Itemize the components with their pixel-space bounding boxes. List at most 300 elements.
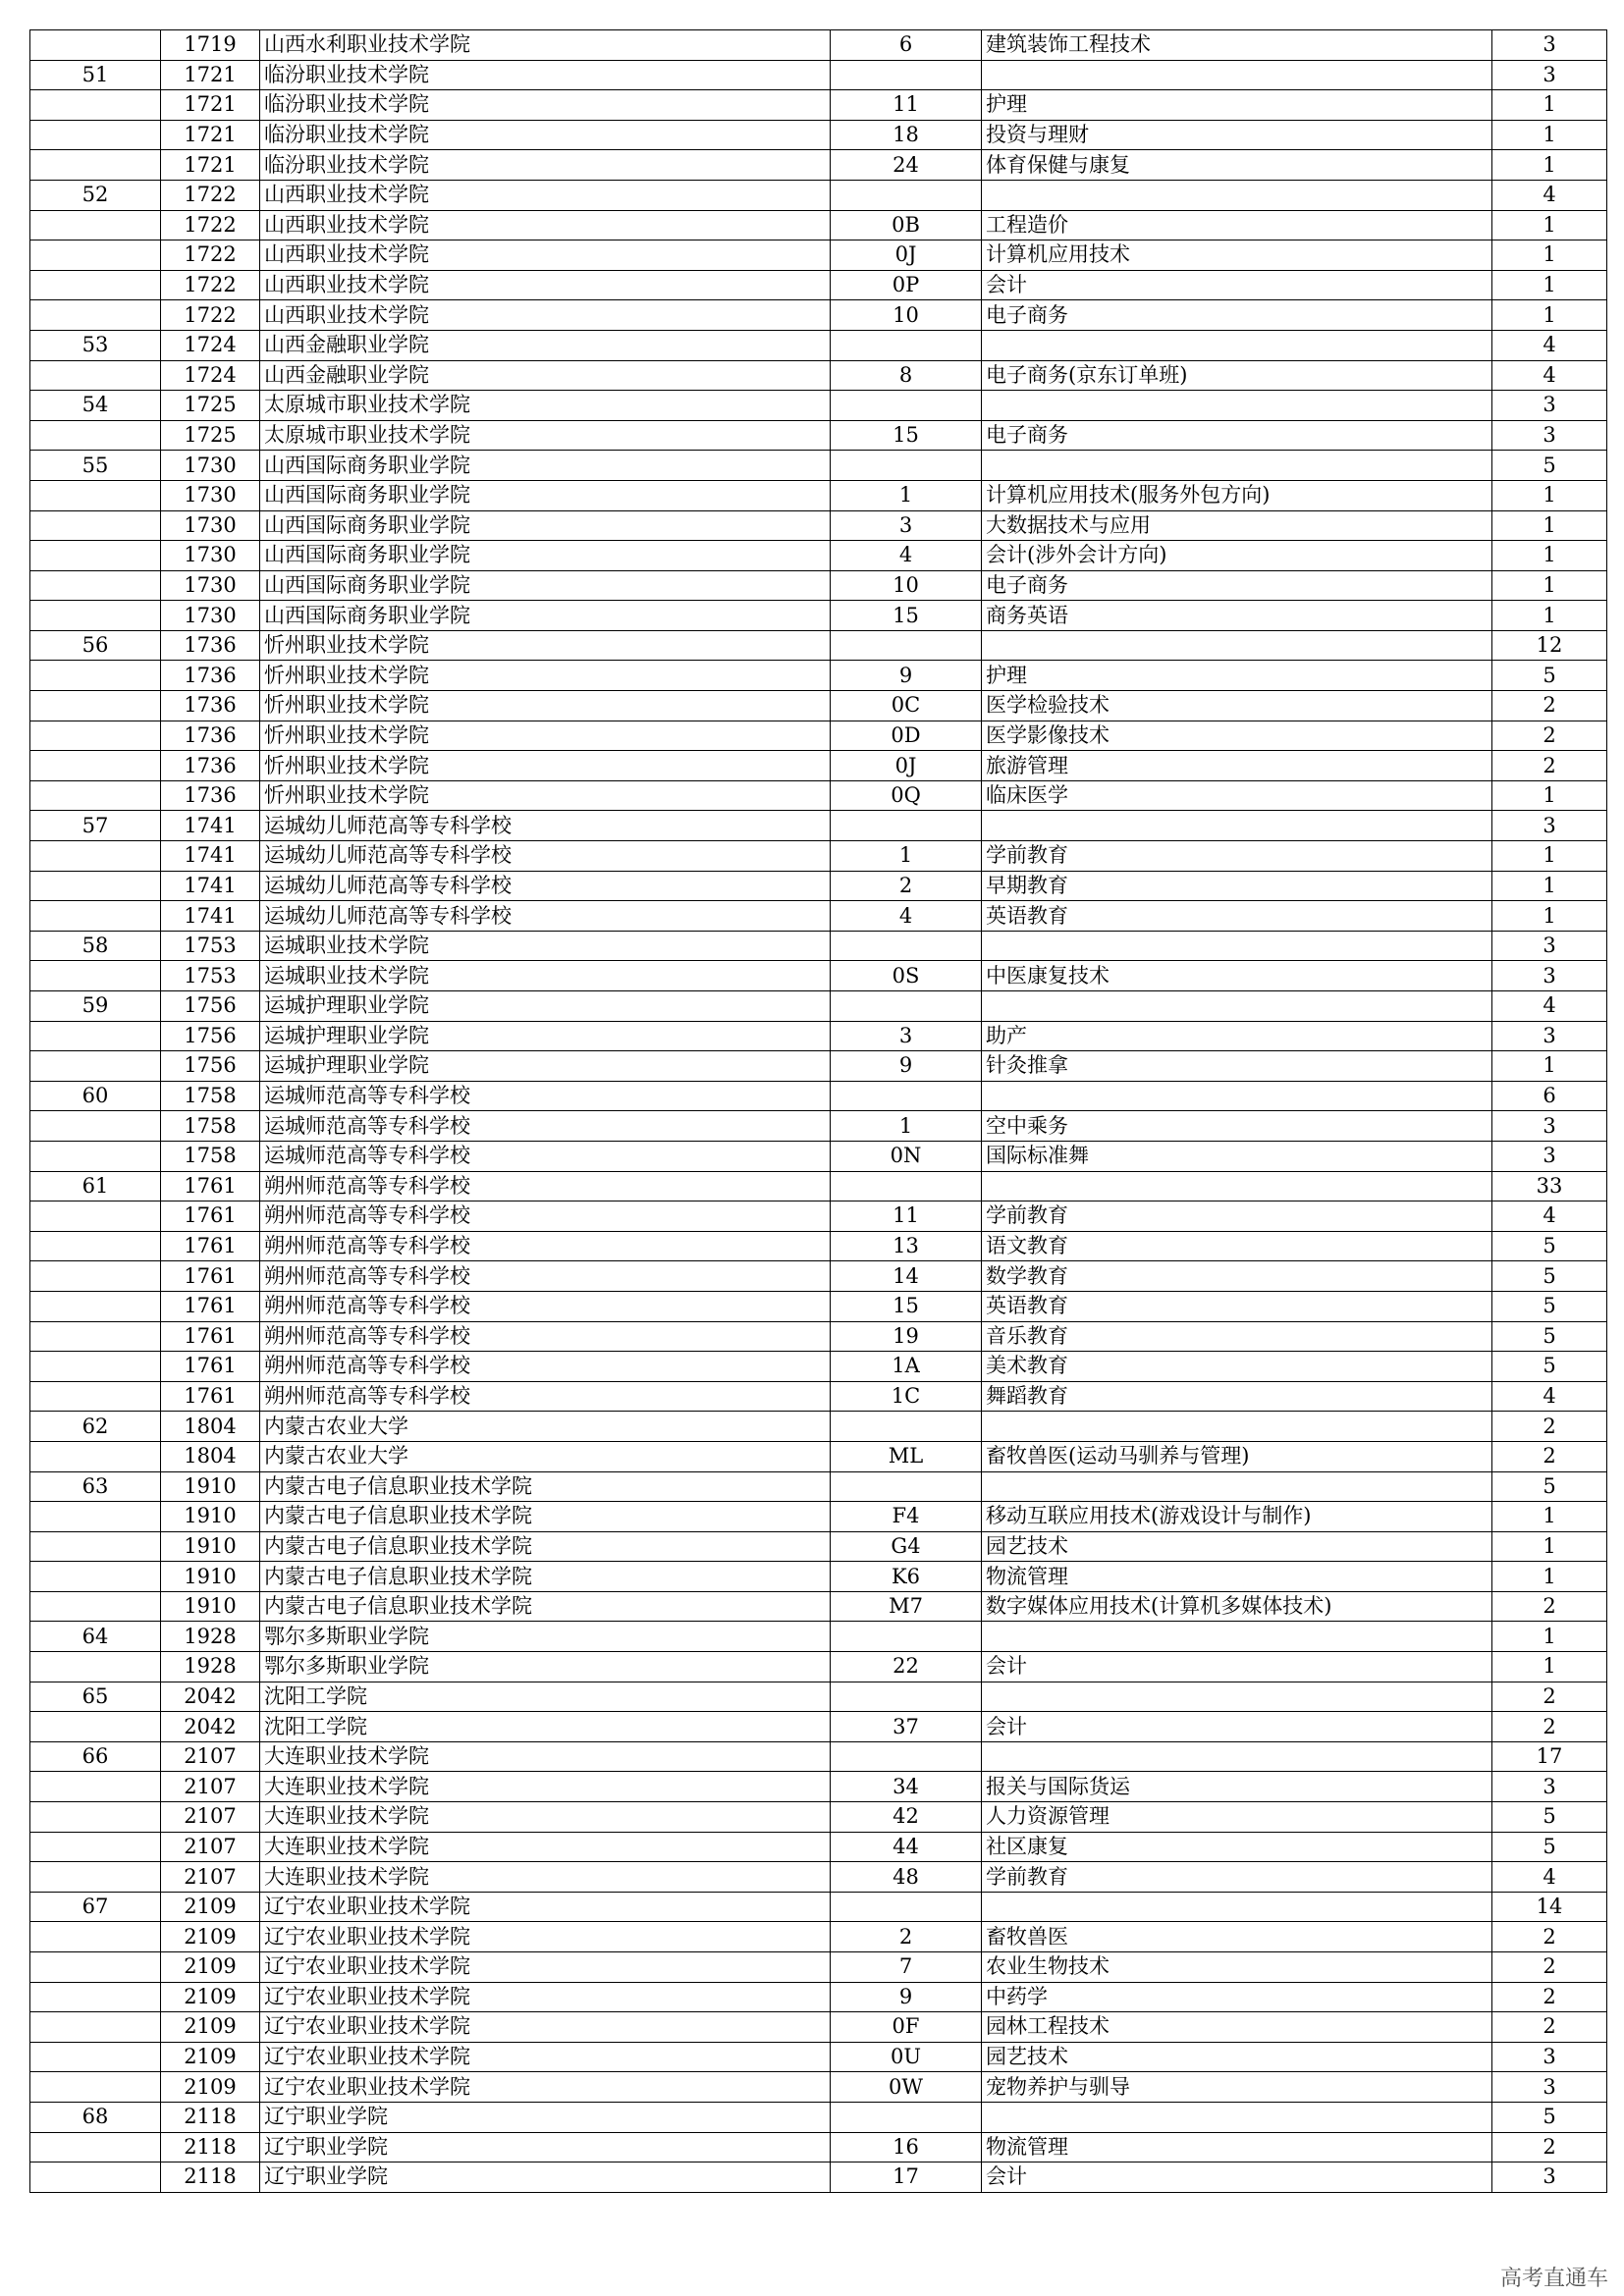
plan-count-cell: 14 (1492, 1892, 1607, 1922)
plan-count-cell: 5 (1492, 2102, 1607, 2132)
plan-count-cell: 3 (1492, 811, 1607, 841)
plan-count-cell: 1 (1492, 240, 1607, 271)
row-index-cell (30, 1291, 161, 1321)
major-name-cell: 电子商务 (982, 300, 1492, 331)
row-index-cell: 57 (30, 811, 161, 841)
row-index-cell (30, 871, 161, 901)
row-index-cell (30, 1832, 161, 1862)
school-name-cell: 朔州师范高等专科学校 (260, 1201, 831, 1232)
plan-count-cell: 2 (1492, 751, 1607, 781)
row-index-cell (30, 210, 161, 240)
major-name-cell (982, 391, 1492, 421)
school-name-cell: 大连职业技术学院 (260, 1832, 831, 1862)
school-name-cell: 山西国际商务职业学院 (260, 570, 831, 601)
table-row (30, 2102, 1607, 2132)
school-name-cell: 沈阳工学院 (260, 1682, 831, 1712)
major-name-cell: 助产 (982, 1021, 1492, 1051)
major-code-cell: 1A (831, 1352, 982, 1382)
row-index-cell (30, 751, 161, 781)
plan-count-cell: 1 (1492, 541, 1607, 571)
major-code-cell: 0C (831, 691, 982, 721)
row-index-cell: 60 (30, 1081, 161, 1111)
major-code-cell (831, 2102, 982, 2132)
row-index-cell (30, 2012, 161, 2043)
school-code-cell: 2107 (161, 1741, 260, 1772)
major-name-cell: 电子商务 (982, 420, 1492, 451)
school-code-cell: 1730 (161, 510, 260, 541)
plan-count-cell: 3 (1492, 2163, 1607, 2193)
major-name-cell: 会计(涉外会计方向) (982, 541, 1492, 571)
school-name-cell: 忻州职业技术学院 (260, 661, 831, 691)
school-code-cell: 2109 (161, 2072, 260, 2103)
major-code-cell (831, 451, 982, 481)
row-index-cell: 68 (30, 2102, 161, 2132)
major-name-cell: 园林工程技术 (982, 2012, 1492, 2043)
school-code-cell: 1753 (161, 961, 260, 991)
major-code-cell (831, 1412, 982, 1442)
school-code-cell: 1721 (161, 150, 260, 181)
school-code-cell: 1736 (161, 780, 260, 811)
plan-count-cell: 2 (1492, 1682, 1607, 1712)
school-code-cell: 1730 (161, 480, 260, 510)
table-row (30, 841, 1607, 872)
plan-count-cell: 3 (1492, 30, 1607, 61)
major-name-cell: 大数据技术与应用 (982, 510, 1492, 541)
plan-count-cell: 4 (1492, 991, 1607, 1022)
major-name-cell: 畜牧兽医(运动马驯养与管理) (982, 1441, 1492, 1471)
major-code-cell: 15 (831, 601, 982, 631)
table-row (30, 1502, 1607, 1532)
school-name-cell: 山西职业技术学院 (260, 300, 831, 331)
major-code-cell: 9 (831, 1051, 982, 1082)
school-name-cell: 运城幼儿师范高等专科学校 (260, 901, 831, 932)
school-code-cell: 1721 (161, 120, 260, 150)
major-name-cell (982, 1892, 1492, 1922)
school-code-cell: 2109 (161, 1892, 260, 1922)
school-code-cell: 1722 (161, 300, 260, 331)
plan-count-cell: 3 (1492, 1141, 1607, 1171)
major-code-cell: 0U (831, 2042, 982, 2072)
major-name-cell (982, 180, 1492, 210)
table-row (30, 300, 1607, 331)
row-index-cell (30, 1021, 161, 1051)
row-index-cell (30, 1261, 161, 1292)
school-name-cell: 辽宁职业学院 (260, 2102, 831, 2132)
major-code-cell: 37 (831, 1712, 982, 1742)
major-name-cell: 会计 (982, 1712, 1492, 1742)
major-code-cell: 13 (831, 1231, 982, 1261)
table-row (30, 1652, 1607, 1682)
major-name-cell: 商务英语 (982, 601, 1492, 631)
major-code-cell: 22 (831, 1652, 982, 1682)
school-code-cell: 1761 (161, 1291, 260, 1321)
table-row (30, 1441, 1607, 1471)
major-name-cell: 人力资源管理 (982, 1802, 1492, 1833)
school-name-cell: 山西国际商务职业学院 (260, 541, 831, 571)
plan-count-cell: 3 (1492, 60, 1607, 90)
major-code-cell: 0J (831, 751, 982, 781)
major-code-cell: 1 (831, 480, 982, 510)
plan-count-cell: 3 (1492, 2042, 1607, 2072)
row-index-cell (30, 420, 161, 451)
school-code-cell: 1804 (161, 1412, 260, 1442)
table-row (30, 1051, 1607, 1082)
school-code-cell: 1736 (161, 721, 260, 751)
plan-count-cell: 1 (1492, 570, 1607, 601)
school-code-cell: 2109 (161, 1952, 260, 1983)
plan-count-cell: 1 (1492, 90, 1607, 121)
major-name-cell (982, 811, 1492, 841)
major-name-cell: 护理 (982, 90, 1492, 121)
major-code-cell: 3 (831, 510, 982, 541)
school-code-cell: 2109 (161, 1982, 260, 2012)
plan-count-cell: 5 (1492, 661, 1607, 691)
table-row (30, 2132, 1607, 2163)
major-name-cell: 工程造价 (982, 210, 1492, 240)
table-row (30, 451, 1607, 481)
plan-count-cell: 4 (1492, 180, 1607, 210)
school-code-cell: 1758 (161, 1081, 260, 1111)
major-code-cell (831, 60, 982, 90)
plan-count-cell: 2 (1492, 1952, 1607, 1983)
plan-count-cell: 1 (1492, 1652, 1607, 1682)
table-row (30, 1892, 1607, 1922)
major-code-cell (831, 811, 982, 841)
major-name-cell (982, 991, 1492, 1022)
school-code-cell: 2109 (161, 2012, 260, 2043)
table-row (30, 1141, 1607, 1171)
table-row (30, 30, 1607, 61)
major-name-cell: 电子商务(京东订单班) (982, 360, 1492, 391)
school-code-cell: 1725 (161, 420, 260, 451)
school-name-cell: 临汾职业技术学院 (260, 90, 831, 121)
school-name-cell: 辽宁农业职业技术学院 (260, 2012, 831, 2043)
school-name-cell: 朔州师范高等专科学校 (260, 1231, 831, 1261)
school-code-cell: 1910 (161, 1502, 260, 1532)
row-index-cell: 55 (30, 451, 161, 481)
plan-count-cell: 5 (1492, 1321, 1607, 1352)
major-code-cell: 6 (831, 30, 982, 61)
table-row (30, 1321, 1607, 1352)
plan-count-cell: 1 (1492, 480, 1607, 510)
row-index-cell (30, 1591, 161, 1622)
table-row (30, 1982, 1607, 2012)
table-row (30, 150, 1607, 181)
school-name-cell: 运城幼儿师范高等专科学校 (260, 841, 831, 872)
major-code-cell: 1C (831, 1381, 982, 1412)
row-index-cell (30, 480, 161, 510)
major-name-cell: 会计 (982, 2163, 1492, 2193)
school-code-cell: 1719 (161, 30, 260, 61)
major-code-cell: ML (831, 1441, 982, 1471)
plan-count-cell: 1 (1492, 1622, 1607, 1652)
plan-count-cell: 1 (1492, 871, 1607, 901)
school-code-cell: 1761 (161, 1201, 260, 1232)
school-name-cell: 朔州师范高等专科学校 (260, 1291, 831, 1321)
row-index-cell (30, 1982, 161, 2012)
row-index-cell (30, 90, 161, 121)
plan-count-cell: 3 (1492, 961, 1607, 991)
row-index-cell (30, 1562, 161, 1592)
major-name-cell (982, 1682, 1492, 1712)
table-row (30, 1531, 1607, 1562)
major-code-cell (831, 1892, 982, 1922)
school-name-cell: 内蒙古农业大学 (260, 1441, 831, 1471)
school-code-cell: 2042 (161, 1712, 260, 1742)
plan-count-cell: 2 (1492, 1922, 1607, 1952)
plan-count-cell: 1 (1492, 1562, 1607, 1592)
school-code-cell: 1910 (161, 1471, 260, 1502)
school-code-cell: 1741 (161, 841, 260, 872)
table-row (30, 961, 1607, 991)
major-name-cell (982, 1622, 1492, 1652)
plan-count-cell: 4 (1492, 1201, 1607, 1232)
plan-count-cell: 2 (1492, 721, 1607, 751)
school-name-cell: 内蒙古电子信息职业技术学院 (260, 1591, 831, 1622)
major-name-cell (982, 1412, 1492, 1442)
school-name-cell: 山西国际商务职业学院 (260, 451, 831, 481)
row-index-cell (30, 2072, 161, 2103)
plan-count-cell: 5 (1492, 451, 1607, 481)
major-code-cell: 0D (831, 721, 982, 751)
row-index-cell (30, 1802, 161, 1833)
table-row (30, 391, 1607, 421)
major-name-cell: 数字媒体应用技术(计算机多媒体技术) (982, 1591, 1492, 1622)
school-name-cell: 辽宁农业职业技术学院 (260, 1922, 831, 1952)
school-name-cell: 运城职业技术学院 (260, 931, 831, 961)
row-index-cell (30, 120, 161, 150)
row-index-cell: 53 (30, 330, 161, 360)
school-code-cell: 1910 (161, 1531, 260, 1562)
major-code-cell (831, 391, 982, 421)
row-index-cell: 61 (30, 1171, 161, 1201)
table-row (30, 90, 1607, 121)
school-code-cell: 1722 (161, 210, 260, 240)
major-name-cell: 医学检验技术 (982, 691, 1492, 721)
major-name-cell (982, 1171, 1492, 1201)
plan-count-cell: 5 (1492, 1352, 1607, 1382)
school-name-cell: 临汾职业技术学院 (260, 150, 831, 181)
row-index-cell (30, 1531, 161, 1562)
table-row (30, 120, 1607, 150)
major-code-cell (831, 931, 982, 961)
major-name-cell: 报关与国际货运 (982, 1772, 1492, 1802)
major-name-cell: 学前教育 (982, 1201, 1492, 1232)
plan-count-cell: 5 (1492, 1471, 1607, 1502)
table-row (30, 1111, 1607, 1142)
row-index-cell: 59 (30, 991, 161, 1022)
school-name-cell: 运城护理职业学院 (260, 1051, 831, 1082)
major-code-cell: 9 (831, 661, 982, 691)
major-name-cell: 宠物养护与驯导 (982, 2072, 1492, 2103)
school-name-cell: 运城师范高等专科学校 (260, 1141, 831, 1171)
row-index-cell (30, 1201, 161, 1232)
major-code-cell: 0S (831, 961, 982, 991)
school-name-cell: 忻州职业技术学院 (260, 630, 831, 661)
major-name-cell: 电子商务 (982, 570, 1492, 601)
major-name-cell: 英语教育 (982, 901, 1492, 932)
row-index-cell (30, 1952, 161, 1983)
school-name-cell: 山西国际商务职业学院 (260, 510, 831, 541)
table-row (30, 541, 1607, 571)
row-index-cell (30, 1352, 161, 1382)
table-row (30, 1081, 1607, 1111)
row-index-cell: 63 (30, 1471, 161, 1502)
major-name-cell: 针灸推拿 (982, 1051, 1492, 1082)
table-row (30, 1231, 1607, 1261)
plan-count-cell: 1 (1492, 841, 1607, 872)
plan-count-cell: 1 (1492, 901, 1607, 932)
school-code-cell: 1725 (161, 391, 260, 421)
school-name-cell: 太原城市职业技术学院 (260, 391, 831, 421)
major-code-cell: 1 (831, 1111, 982, 1142)
table-row (30, 60, 1607, 90)
major-name-cell: 投资与理财 (982, 120, 1492, 150)
plan-count-cell: 3 (1492, 1021, 1607, 1051)
major-code-cell: 19 (831, 1321, 982, 1352)
table-row (30, 1352, 1607, 1382)
plan-count-cell: 4 (1492, 330, 1607, 360)
plan-count-cell: 2 (1492, 1441, 1607, 1471)
row-index-cell (30, 1772, 161, 1802)
row-index-cell (30, 1321, 161, 1352)
school-code-cell: 1758 (161, 1111, 260, 1142)
plan-count-cell: 2 (1492, 691, 1607, 721)
major-name-cell (982, 1081, 1492, 1111)
major-name-cell: 护理 (982, 661, 1492, 691)
table-row (30, 901, 1607, 932)
school-code-cell: 1724 (161, 360, 260, 391)
major-code-cell: 4 (831, 901, 982, 932)
school-code-cell: 1761 (161, 1231, 260, 1261)
school-name-cell: 大连职业技术学院 (260, 1862, 831, 1893)
enrollment-table (29, 29, 1607, 2193)
table-row (30, 1622, 1607, 1652)
school-code-cell: 2107 (161, 1802, 260, 1833)
plan-count-cell: 17 (1492, 1741, 1607, 1772)
major-name-cell: 旅游管理 (982, 751, 1492, 781)
school-code-cell: 1722 (161, 270, 260, 300)
school-name-cell: 朔州师范高等专科学校 (260, 1352, 831, 1382)
school-code-cell: 1761 (161, 1321, 260, 1352)
major-name-cell: 数学教育 (982, 1261, 1492, 1292)
major-name-cell: 美术教育 (982, 1352, 1492, 1382)
major-name-cell: 语文教育 (982, 1231, 1492, 1261)
plan-count-cell: 5 (1492, 1291, 1607, 1321)
table-row (30, 1862, 1607, 1893)
school-code-cell: 1730 (161, 601, 260, 631)
school-code-cell: 2107 (161, 1862, 260, 1893)
major-name-cell: 建筑装饰工程技术 (982, 30, 1492, 61)
school-code-cell: 1730 (161, 570, 260, 601)
table-row (30, 1412, 1607, 1442)
major-name-cell: 音乐教育 (982, 1321, 1492, 1352)
row-index-cell (30, 30, 161, 61)
row-index-cell: 66 (30, 1741, 161, 1772)
school-name-cell: 辽宁农业职业技术学院 (260, 2072, 831, 2103)
plan-count-cell: 5 (1492, 1261, 1607, 1292)
major-code-cell: 24 (831, 150, 982, 181)
school-name-cell: 忻州职业技术学院 (260, 751, 831, 781)
major-code-cell: 0B (831, 210, 982, 240)
major-code-cell: 10 (831, 570, 982, 601)
major-code-cell: 48 (831, 1862, 982, 1893)
row-index-cell (30, 1922, 161, 1952)
school-code-cell: 1741 (161, 871, 260, 901)
school-name-cell: 太原城市职业技术学院 (260, 420, 831, 451)
plan-count-cell: 4 (1492, 1381, 1607, 1412)
major-name-cell: 国际标准舞 (982, 1141, 1492, 1171)
table-row (30, 330, 1607, 360)
major-name-cell (982, 60, 1492, 90)
row-index-cell: 51 (30, 60, 161, 90)
major-code-cell (831, 630, 982, 661)
major-name-cell: 农业生物技术 (982, 1952, 1492, 1983)
major-code-cell: 11 (831, 90, 982, 121)
row-index-cell (30, 1231, 161, 1261)
school-code-cell: 1724 (161, 330, 260, 360)
major-code-cell (831, 180, 982, 210)
major-name-cell: 社区康复 (982, 1832, 1492, 1862)
table-row (30, 2012, 1607, 2043)
table-row (30, 2072, 1607, 2103)
school-code-cell: 2107 (161, 1832, 260, 1862)
row-index-cell (30, 1502, 161, 1532)
school-name-cell: 辽宁职业学院 (260, 2163, 831, 2193)
plan-count-cell: 12 (1492, 630, 1607, 661)
major-code-cell: G4 (831, 1531, 982, 1562)
school-code-cell: 1910 (161, 1591, 260, 1622)
school-code-cell: 2118 (161, 2163, 260, 2193)
row-index-cell (30, 510, 161, 541)
table-row (30, 240, 1607, 271)
major-code-cell: 3 (831, 1021, 982, 1051)
major-name-cell: 空中乘务 (982, 1111, 1492, 1142)
school-code-cell: 1761 (161, 1381, 260, 1412)
plan-count-cell: 5 (1492, 1832, 1607, 1862)
plan-count-cell: 2 (1492, 1412, 1607, 1442)
school-name-cell: 辽宁农业职业技术学院 (260, 1892, 831, 1922)
major-code-cell: 0P (831, 270, 982, 300)
school-code-cell: 2118 (161, 2132, 260, 2163)
school-name-cell: 朔州师范高等专科学校 (260, 1261, 831, 1292)
school-name-cell: 山西金融职业学院 (260, 330, 831, 360)
plan-count-cell: 3 (1492, 1772, 1607, 1802)
major-name-cell: 学前教育 (982, 1862, 1492, 1893)
table-row (30, 420, 1607, 451)
major-code-cell: 44 (831, 1832, 982, 1862)
row-index-cell (30, 1381, 161, 1412)
school-name-cell: 运城职业技术学院 (260, 961, 831, 991)
row-index-cell (30, 661, 161, 691)
major-code-cell: 2 (831, 871, 982, 901)
plan-count-cell: 5 (1492, 1231, 1607, 1261)
row-index-cell (30, 721, 161, 751)
row-index-cell: 62 (30, 1412, 161, 1442)
table-row (30, 991, 1607, 1022)
major-code-cell: 15 (831, 420, 982, 451)
plan-count-cell: 2 (1492, 1712, 1607, 1742)
major-code-cell (831, 991, 982, 1022)
major-name-cell: 物流管理 (982, 1562, 1492, 1592)
row-index-cell (30, 2042, 161, 2072)
table-row (30, 751, 1607, 781)
school-name-cell: 朔州师范高等专科学校 (260, 1321, 831, 1352)
major-code-cell: 16 (831, 2132, 982, 2163)
plan-count-cell: 1 (1492, 150, 1607, 181)
table-row (30, 1832, 1607, 1862)
row-index-cell (30, 780, 161, 811)
